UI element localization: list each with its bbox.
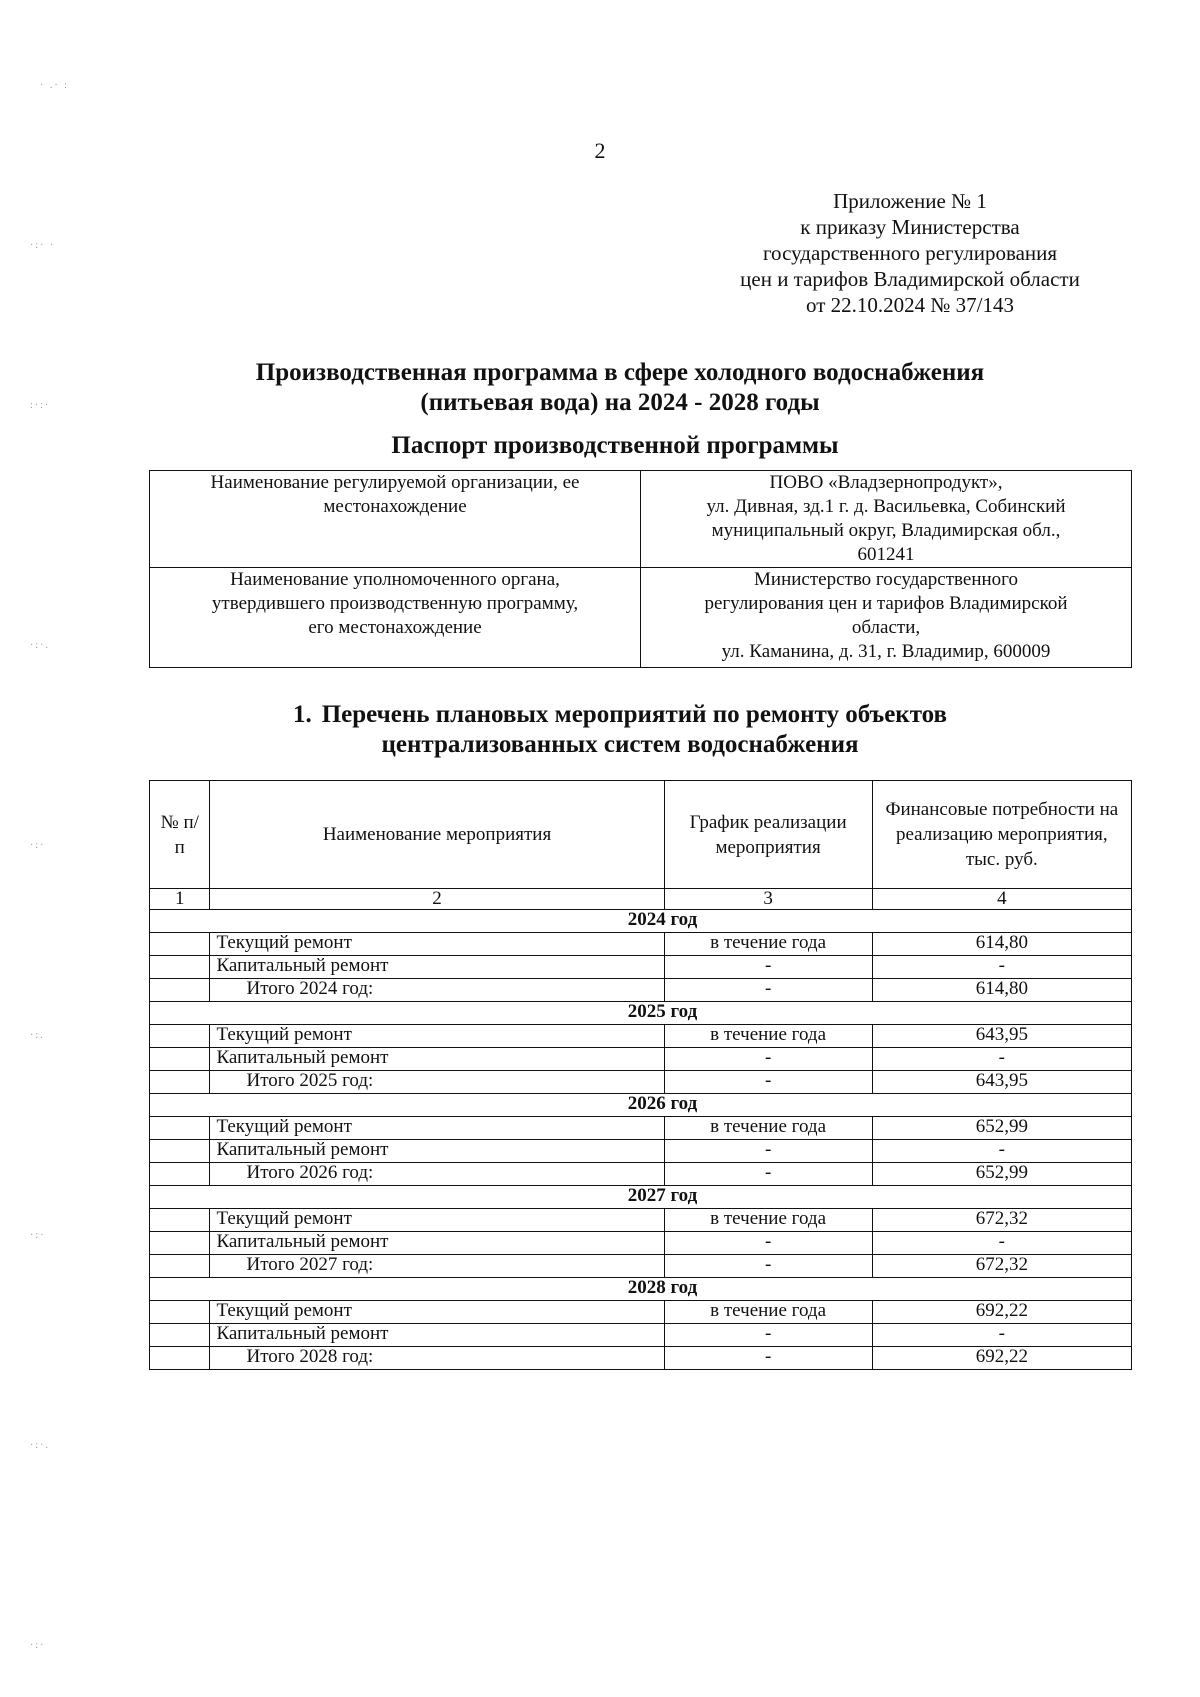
year-row xyxy=(150,1186,1132,1209)
row-amount: 652,99 xyxy=(872,1117,1131,1140)
row-num-cell xyxy=(150,979,210,1002)
row-num-cell xyxy=(150,1255,210,1278)
page-number: 2 xyxy=(594,138,606,163)
row-amount: 692,22 xyxy=(872,1347,1131,1370)
row-amount: - xyxy=(872,1140,1131,1163)
section1-title-text: Перечень плановых мероприятий по ремонту объектов xyxy=(321,701,948,728)
passport-value-line: регулирования цен и тарифов Владимирской xyxy=(704,593,1068,614)
scan-noise: ·:. xyxy=(30,1030,45,1041)
passport-heading: Паспорт производственной программы xyxy=(391,432,839,459)
year-label: 2025 год xyxy=(150,1002,1132,1025)
year-label: 2026 год xyxy=(150,1094,1132,1117)
table-row xyxy=(150,933,1132,956)
row-num-cell xyxy=(150,1347,210,1370)
year-label: 2027 год xyxy=(150,1186,1132,1209)
row-num-cell xyxy=(150,1209,210,1232)
appendix-block xyxy=(700,188,1120,318)
title-line: Производственная программа в сфере холодного водоснабжения xyxy=(255,359,985,386)
section-number: 1. xyxy=(292,701,312,728)
section1-title-line xyxy=(40,700,1200,730)
header-finance: Финансовые потребности на реализацию мероприятия, тыс. руб. xyxy=(872,781,1131,889)
scan-noise: ·:·. xyxy=(30,1440,50,1451)
appendix-line: государственного регулирования xyxy=(762,241,1058,265)
row-amount: - xyxy=(872,1324,1131,1347)
row-num-cell xyxy=(150,1048,210,1071)
row-num-cell xyxy=(150,1301,210,1324)
column-index-row xyxy=(150,889,1132,910)
row-amount: 692,22 xyxy=(872,1301,1131,1324)
row-name: Капитальный ремонт xyxy=(210,956,664,979)
row-name: Итого 2024 год: xyxy=(210,979,664,1002)
row-schedule: - xyxy=(664,1347,872,1370)
scan-noise: ·:·. xyxy=(30,640,50,651)
years-body xyxy=(150,910,1132,1370)
row-name: Итого 2026 год: xyxy=(210,1163,664,1186)
passport-value-line: муниципальный округ, Владимирская обл., xyxy=(711,520,1061,541)
row-amount: 672,32 xyxy=(872,1255,1131,1278)
table-row xyxy=(150,1025,1132,1048)
passport-label-line: утвердившего производственную программу, xyxy=(211,593,579,614)
row-schedule: в течение года xyxy=(664,1025,872,1048)
row-name: Капитальный ремонт xyxy=(210,1140,664,1163)
passport-label: Наименование регулируемой организации, ее местонахождение xyxy=(210,472,580,517)
passport-value-line: области, xyxy=(851,617,921,638)
section1-title-line: централизованных систем водоснабжения xyxy=(381,731,859,758)
row-schedule: - xyxy=(664,1232,872,1255)
row-name: Итого 2027 год: xyxy=(210,1255,664,1278)
row-amount: 643,95 xyxy=(872,1025,1131,1048)
scan-noise: :·:· xyxy=(30,400,51,411)
row-num-cell xyxy=(150,933,210,956)
row-amount: - xyxy=(872,956,1131,979)
table-row xyxy=(150,1071,1132,1094)
row-num-cell xyxy=(150,1117,210,1140)
passport-value-line: 601241 xyxy=(857,544,915,565)
passport-label-line: Наименование уполномоченного органа, xyxy=(230,569,560,590)
row-schedule: - xyxy=(664,1255,872,1278)
table-row xyxy=(150,1255,1132,1278)
passport-label-cell xyxy=(150,471,641,568)
row-name: Текущий ремонт xyxy=(210,933,664,956)
row-name: Текущий ремонт xyxy=(210,1301,664,1324)
header-schedule: График реализации мероприятия xyxy=(664,781,872,889)
passport-label-cell xyxy=(150,568,641,668)
column-index: 2 xyxy=(210,889,664,910)
document-title xyxy=(0,358,1200,418)
row-amount: 614,80 xyxy=(872,933,1131,956)
row-amount: 652,99 xyxy=(872,1163,1131,1186)
row-schedule: в течение года xyxy=(664,1209,872,1232)
row-name: Текущий ремонт xyxy=(210,1209,664,1232)
year-row xyxy=(150,910,1132,933)
table-row xyxy=(150,1301,1132,1324)
table-row xyxy=(150,568,1132,668)
scan-noise: ·:· xyxy=(30,1640,46,1651)
table-row xyxy=(150,1163,1132,1186)
passport-table xyxy=(149,470,1132,668)
year-label: 2024 год xyxy=(150,910,1132,933)
table-row xyxy=(150,1048,1132,1071)
table-header-row xyxy=(150,781,1132,889)
scan-noise: ·:· xyxy=(30,840,46,851)
table-row xyxy=(150,1140,1132,1163)
table-row xyxy=(150,471,1132,568)
row-schedule: в течение года xyxy=(664,933,872,956)
passport-value-cell xyxy=(641,568,1132,668)
appendix-line: к приказу Министерства xyxy=(800,215,1020,239)
row-schedule: - xyxy=(664,1163,872,1186)
column-index: 1 xyxy=(150,889,210,910)
row-num-cell xyxy=(150,956,210,979)
column-index: 3 xyxy=(664,889,872,910)
row-schedule: в течение года xyxy=(664,1301,872,1324)
table-row xyxy=(150,979,1132,1002)
table-row xyxy=(150,1324,1132,1347)
row-num-cell xyxy=(150,1163,210,1186)
row-schedule: - xyxy=(664,956,872,979)
row-num-cell xyxy=(150,1140,210,1163)
row-amount: 614,80 xyxy=(872,979,1131,1002)
appendix-line: от 22.10.2024 № 37/143 xyxy=(805,293,1015,317)
row-schedule: - xyxy=(664,1140,872,1163)
table-row xyxy=(150,956,1132,979)
title-line: (питьевая вода) на 2024 - 2028 годы xyxy=(420,389,820,416)
appendix-line: цен и тарифов Владимирской области xyxy=(740,267,1080,291)
table-row xyxy=(150,1232,1132,1255)
table-row xyxy=(150,1209,1132,1232)
passport-value-line: ул. Каманина, д. 31, г. Владимир, 600009 xyxy=(721,641,1051,662)
scan-noise: ·:· xyxy=(30,1230,46,1241)
passport-value-line: ПОВО «Владзернопродукт», xyxy=(769,472,1003,493)
appendix-line: Приложение № 1 xyxy=(833,189,987,213)
passport-value-line: Министерство государственного xyxy=(754,569,1018,590)
row-schedule: в течение года xyxy=(664,1117,872,1140)
row-name: Итого 2028 год: xyxy=(210,1347,664,1370)
year-row xyxy=(150,1278,1132,1301)
row-schedule: - xyxy=(664,1071,872,1094)
row-name: Капитальный ремонт xyxy=(210,1048,664,1071)
row-schedule: - xyxy=(664,979,872,1002)
header-num: № п/п xyxy=(150,781,210,889)
row-name: Капитальный ремонт xyxy=(210,1232,664,1255)
row-amount: - xyxy=(872,1048,1131,1071)
table-row xyxy=(150,1347,1132,1370)
row-name: Итого 2025 год: xyxy=(210,1071,664,1094)
row-num-cell xyxy=(150,1071,210,1094)
passport-value-cell xyxy=(641,471,1132,568)
scan-noise: · .· : xyxy=(40,80,69,91)
row-num-cell xyxy=(150,1025,210,1048)
row-schedule: - xyxy=(664,1324,872,1347)
row-amount: 643,95 xyxy=(872,1071,1131,1094)
row-num-cell xyxy=(150,1324,210,1347)
year-row xyxy=(150,1094,1132,1117)
row-name: Текущий ремонт xyxy=(210,1117,664,1140)
row-name: Текущий ремонт xyxy=(210,1025,664,1048)
year-label: 2028 год xyxy=(150,1278,1132,1301)
table-row xyxy=(150,1117,1132,1140)
row-amount: - xyxy=(872,1232,1131,1255)
row-num-cell xyxy=(150,1232,210,1255)
row-name: Капитальный ремонт xyxy=(210,1324,664,1347)
header-name: Наименование мероприятия xyxy=(210,781,664,889)
scan-noise: ·:· · xyxy=(30,240,56,251)
row-amount: 672,32 xyxy=(872,1209,1131,1232)
passport-label-line: его местонахождение xyxy=(308,617,482,638)
repair-plan-table xyxy=(149,780,1132,1370)
row-schedule: - xyxy=(664,1048,872,1071)
year-row xyxy=(150,1002,1132,1025)
passport-value-line: ул. Дивная, зд.1 г. д. Васильевка, Собинский xyxy=(706,496,1066,517)
column-index: 4 xyxy=(872,889,1131,910)
section1-title xyxy=(0,700,1200,760)
